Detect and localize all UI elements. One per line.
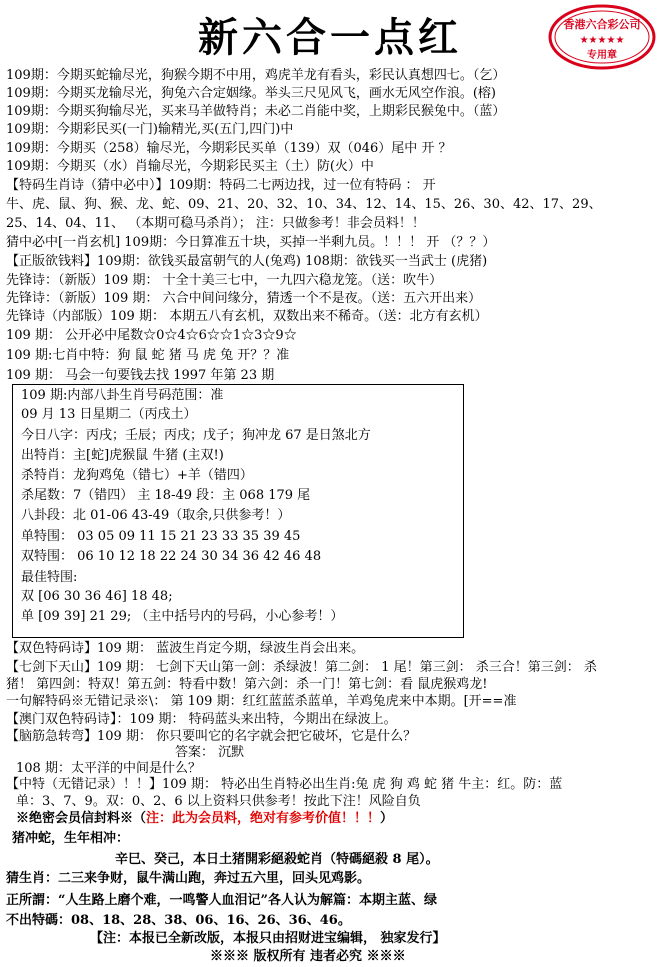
text-line: 【中特（无错记录）！！】109 期： 特必出生肖特必出生肖:兔 虎 狗 鸡 蛇 猪 牛主：红。防：蓝 (6, 777, 563, 792)
saying-line: 正所謂：“人生路上磨个难，一鸣警人血泪记”各人认为解篇：本期主蓝、绿 (6, 893, 437, 908)
notice-prefix: ※绝密会员信封料※（ (16, 811, 147, 826)
text-line: 109 期:七肖中特：狗 鼠 蛇 猪 马 虎 兔 开？？准 (6, 348, 290, 363)
official-seal-stamp (548, 4, 656, 70)
text-line: 牛、虎、鼠、狗、猴、龙、蛇、09、21、20、32、10、34、12、14、15、26、30、42、17、29、 (6, 197, 602, 212)
text-line: 单：3、7、9。双：0、2、6 以上资料只供参考！按此下注！风险自负 (16, 794, 421, 809)
text-line: 108 期：太平洋的中间是什么？ (16, 761, 201, 776)
text-line: 猜中必中[一肖玄机] 109期：今日算准五十块，买掉一半剩九员。！！！ 开 （？？） (6, 235, 496, 250)
box-line: 杀尾数：7（错四） 主 18-49 段：主 068 179 尾 (21, 488, 311, 503)
svg-text:香港六合彩公司: 香港六合彩公司 (563, 18, 641, 31)
text-line: 【正版欲钱料】109期：欲钱买最富朝气的人(兔鸡) 108期：欲钱买一当武士 (虎猪) (6, 254, 488, 269)
footer-note: 【注：本报已全新改版，本报只由招财进宝编辑， 独家发行】 (90, 931, 446, 946)
text-line: 109期：今期买蛇输尽光，狗猴今期不中用，鸡虎羊龙有看头，彩民认真想四七。（乞） (6, 68, 506, 83)
text-line: 25、14、04、11、 （本期可稳马杀肖）； 注：只做参考！非会员料！！ (6, 216, 425, 231)
text-line: 猪！ 第四剑：特双！第五剑：特看中数！第六剑：杀一门！第七剑：看 鼠虎猴鸡龙! (6, 677, 488, 692)
box-line: 双 [06 30 36 46] 18 48; (21, 589, 173, 604)
text-line: 一句解特码※无错记录※\： 第 109 期：红红蓝蓝杀蓝单，羊鸡兔虎来中本期。[开==准 (6, 694, 517, 709)
text-line: 【脑筋急转弯】109 期： 你只要叫它的名字就会把它破坏，它是什么？ (6, 729, 417, 744)
box-line: 09 月 13 日星期二（丙戌土） (21, 407, 197, 422)
box-line: 双特围： 06 10 12 18 22 24 30 34 36 42 46 48 (21, 549, 322, 564)
notice-suffix: ） (380, 811, 394, 826)
text-line: 先锋诗：（新版）109 期： 十全十美三七中，一九四六稳龙笼。（送：吹牛） (6, 273, 443, 288)
svg-text:★★★★★: ★★★★★ (579, 35, 625, 46)
box-line: 今日八字：丙戌；壬辰；丙戌；戊子；狗冲龙 67 是日煞北方 (21, 428, 371, 443)
text-line: 先锋诗：（新版）109 期： 六合中间问缘分，猜透一个不是夜。（送：五六开出来） (6, 291, 482, 306)
box-line: 109 期:内部八卦生肖号码范围：准 (21, 388, 224, 403)
box-line: 杀特肖：龙狗鸡兔（错七）+羊（错四） (21, 468, 253, 483)
copyright: ※※※ 版权所有 违者必究 ※※※ (210, 949, 406, 964)
box-line: 单 [09 39] 21 29; （主中括号内的号码，小心参考！） (21, 609, 344, 624)
guess-line: 猜生肖：二三来争财，鼠牛满山跑，奔过五六里，回头见鸡影。 (6, 871, 371, 886)
svg-text:专用章: 专用章 (587, 50, 617, 61)
text-line: 109期：今期买龙输尽光，狗兔六合定姻缘。举头三尺见风飞，画水无风空作浪。(榕) (6, 86, 496, 101)
text-line: 【特码生肖诗（猜中必中）】109期：特码二七两边找，过一位有特码 ： 开 (6, 178, 436, 193)
page-title: 新六合一点红 (198, 14, 462, 61)
text-line: 109期：今期买（水）肖输尽光，今期彩民买主（土）防(火）中 (6, 159, 374, 174)
text-line: 109期：今期买（258）输尽光，今期彩民买单（139）双（046）尾中 开 ？ (6, 141, 452, 156)
text-line: 109 期： 公开必中尾数☆0☆4☆6☆☆1☆3☆9☆ (6, 328, 297, 343)
box-line: 出特肖：主[蛇]虎猴鼠 牛猪 (主双!) (21, 448, 224, 463)
box-line: 八卦段：北 01-06 43-49（取余,只供参考！） (21, 508, 291, 523)
text-line: 【双色特码诗】109 期： 蓝波生肖定今期，绿波生肖会出来。 (6, 641, 365, 656)
snake-title: 猪冲蛇，生年相冲： (12, 831, 130, 846)
excluded-numbers: 不出特碼：08、18、28、38、06、16、26、36、46。 (6, 913, 351, 928)
box-line: 单特围： 03 05 09 11 15 21 23 33 35 39 45 (21, 529, 301, 544)
notice-red-text: 注：此为会员料，绝对有参考价值！！！ (146, 811, 381, 826)
text-line: 109 期： 马会一句要钱去找 1997 年第 23 期 (6, 368, 275, 383)
notice-line (16, 810, 393, 827)
text-line: 【澳门双色特码诗】：109 期： 特码蓝头来出特，今期出在绿波上。 (6, 712, 397, 727)
snake-line: 辛巳、癸己，本日土猪開彩絕殺蛇肖（特碼絕殺 8 尾）。 (115, 852, 439, 867)
text-line: 109期：今期彩民买(一门)输精光,买(五门,四门)中 (6, 122, 294, 137)
text-line: 【七剑下天山】109 期： 七剑下天山第一剑：杀绿波！第二剑： 1 尾！第三剑： 杀三合！第三剑： 杀 (6, 660, 597, 675)
box-line: 最佳特围: (21, 570, 78, 585)
text-line: 109期：今期买狗输尽光，买来马羊做特肖；未必二肖能中奖，上期彩民猴兔中。（蓝） (6, 104, 506, 119)
prediction-box (12, 384, 464, 638)
text-line: 先锋诗（内部版）109 期： 本期五八有玄机，双数出来不稀奇。（送：北方有玄机） (6, 309, 488, 324)
text-line: 答案： 沉默 (175, 745, 245, 760)
